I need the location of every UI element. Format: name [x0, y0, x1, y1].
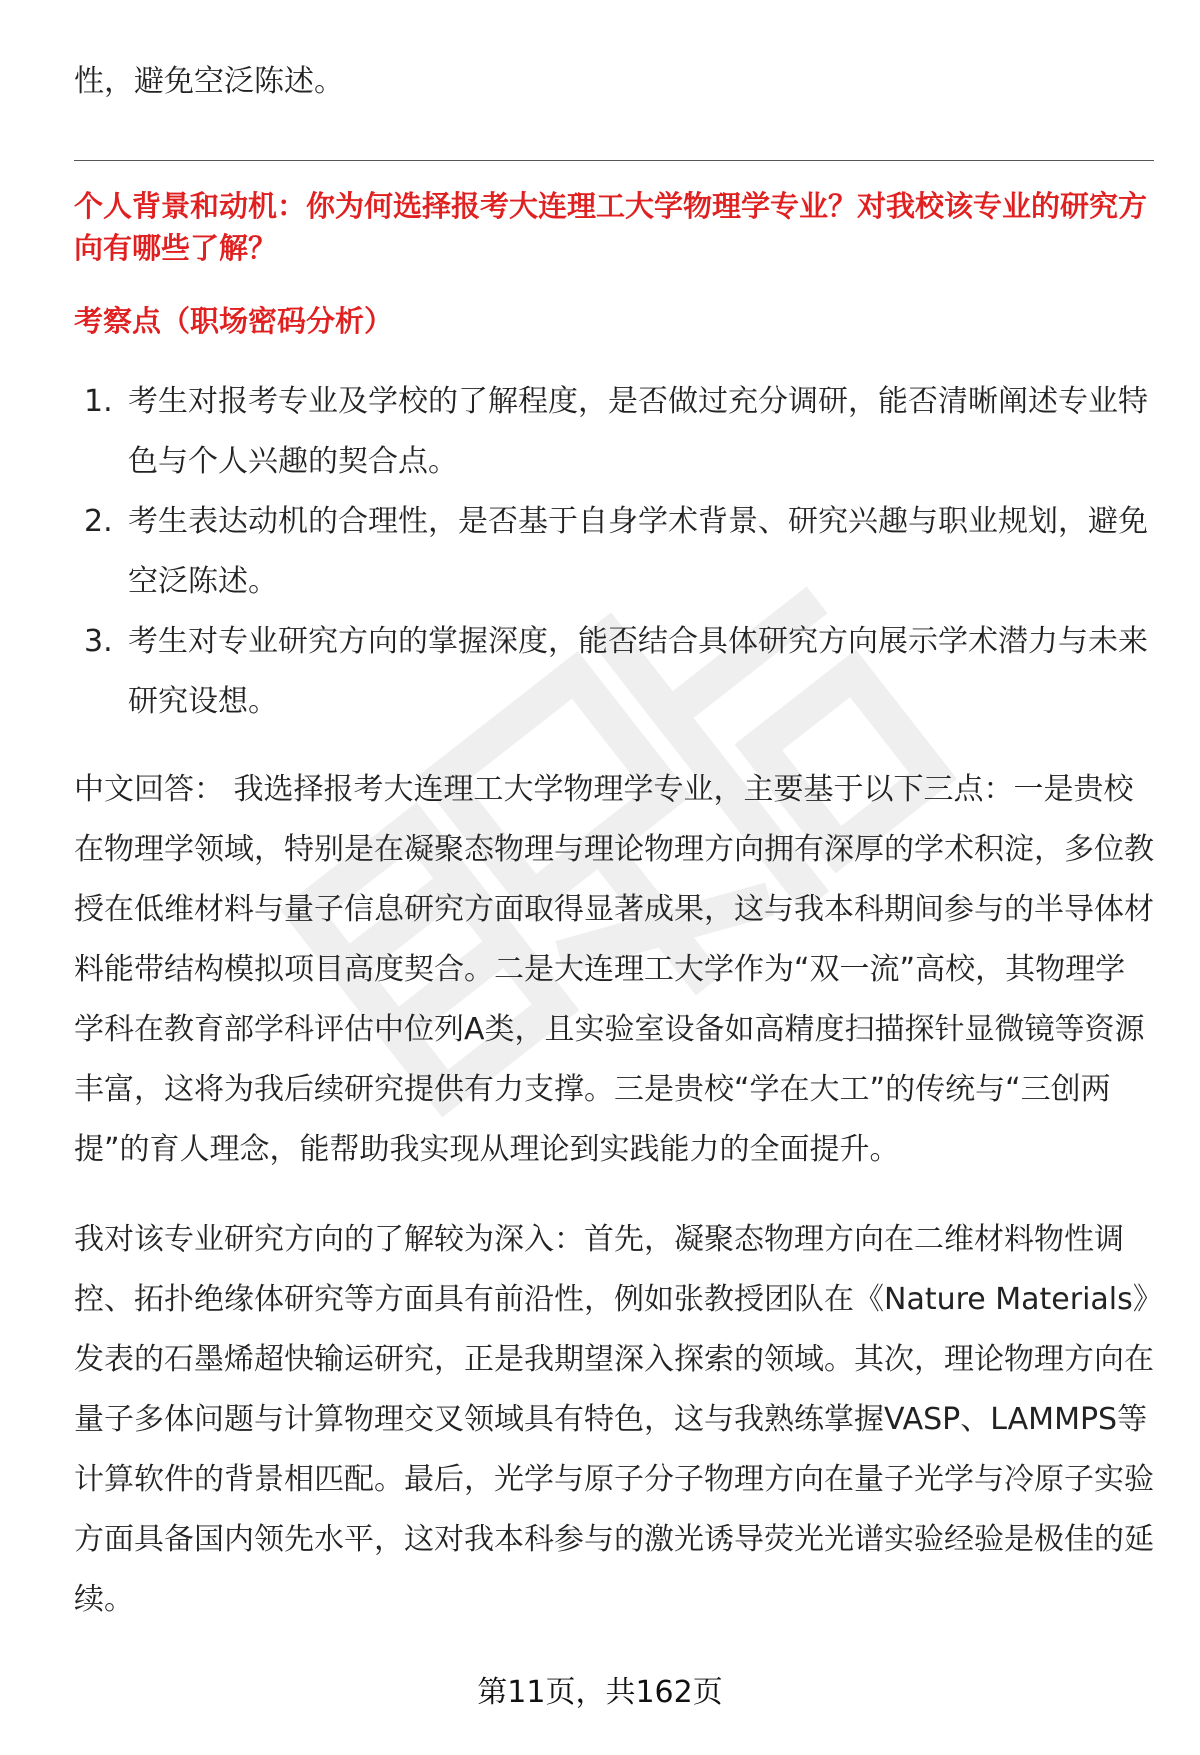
list-item — [74, 372, 1154, 492]
section-divider — [74, 160, 1154, 161]
page-number-footer: 第11页，共162页 — [477, 1675, 723, 1710]
answer-paragraph-1 — [74, 760, 1154, 1180]
previous-paragraph-fragment: 性，避免空泛陈述。 — [74, 64, 344, 99]
answer-label: 中文回答： — [74, 772, 224, 807]
list-item — [74, 492, 1154, 612]
list-item-text: 考生表达动机的合理性，是否基于自身学术背景、研究兴趣与职业规划，避免空泛陈述。 — [128, 504, 1148, 599]
list-item-number: 2. — [84, 504, 113, 539]
list-item — [74, 612, 1154, 732]
assessment-points-list — [74, 372, 1154, 732]
interview-question: 个人背景和动机：你为何选择报考大连理工大学物理学专业？对我校该专业的研究方向有哪些了解？ — [74, 189, 1148, 265]
list-item-number: 1. — [84, 384, 113, 419]
list-item-text: 考生对专业研究方向的掌握深度，能否结合具体研究方向展示学术潜力与未来研究设想。 — [128, 624, 1148, 719]
answer-text-1: 我选择报考大连理工大学物理学专业，主要基于以下三点：一是贵校在物理学领域，特别是在凝聚态物理与理论物理方向拥有深厚的学术积淀，多位教授在低维材料与量子信息研究方面取得显著成果，这与我本科期间参与的半导体材料能带结构模拟项目高度契合。二是大连理工大学作为“双一流”高校，其物理学学科在教育部学科评估中位列A类，且实验室设备如高精度扫描探针显微镜等资源丰富，这将为我后续研究提供有力支撑。三是贵校“学在大工”的传统与“三创两提”的育人理念，能帮助我实现从理论到实践能力的全面提升。 — [74, 772, 1154, 1167]
answer-paragraph-2: 我对该专业研究方向的了解较为深入：首先，凝聚态物理方向在二维材料物性调控、拓扑绝缘体研究等方面具有前沿性，例如张教授团队在《Nature Materials》发表的石墨烯超快输运研究，正是我期望深入探索的领域。其次，理论物理方向在量子多体问题与计算物理交叉领域具有特色，这与我熟练掌握VASP、LAMMPS等计算软件的背景相匹配。最后，光学与原子分子物理方向在量子光学与冷原子实验方面具备国内领先水平，这对我本科参与的激光诱导荧光光谱实验经验是极佳的延续。 — [74, 1222, 1154, 1617]
list-item-number: 3. — [84, 624, 113, 659]
assessment-points-heading: 考察点（职场密码分析） — [74, 304, 394, 338]
list-item-text: 考生对报考专业及学校的了解程度，是否做过充分调研，能否清晰阐述专业特色与个人兴趣的契合点。 — [128, 384, 1148, 479]
